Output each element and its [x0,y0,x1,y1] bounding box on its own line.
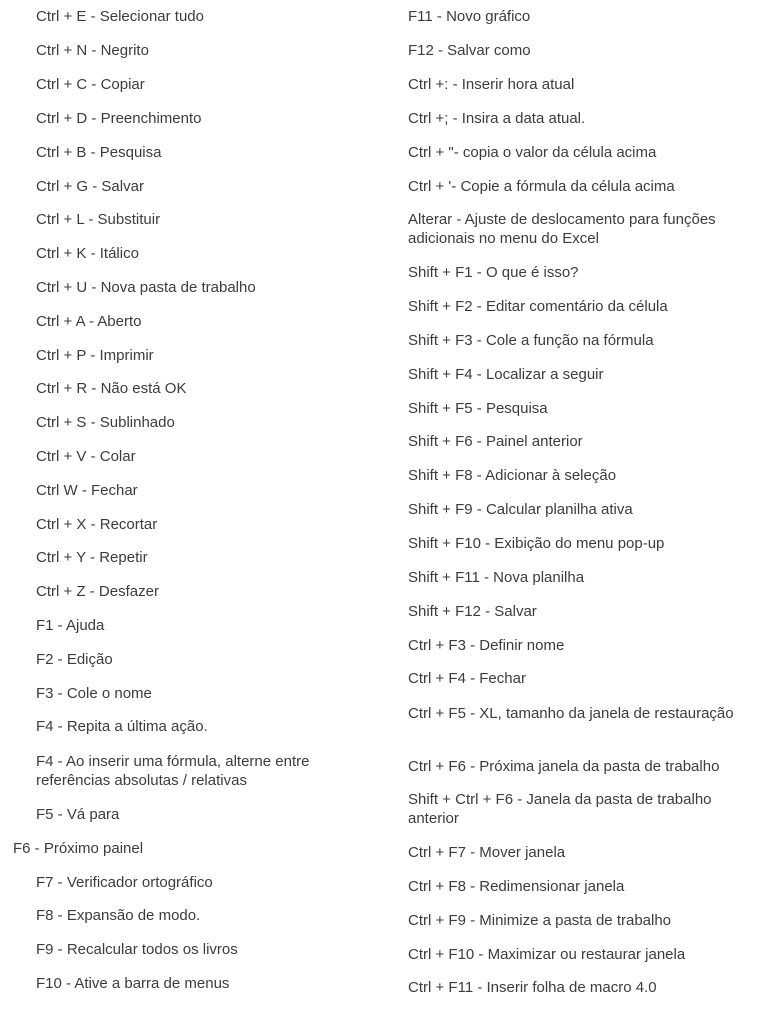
shortcut-item: Shift + F3 - Cole a função na fórmula [408,332,654,349]
shortcut-item: Shift + F1 - O que é isso? [408,264,579,281]
shortcut-item: F10 - Ative a barra de menus [36,975,230,992]
shortcut-item: Ctrl + C - Copiar [36,76,145,93]
shortcut-item: Ctrl + L - Substituir [36,211,161,228]
shortcut-item: Ctrl + K - Itálico [36,245,139,262]
shortcut-item: Ctrl + S - Sublinhado [36,414,175,431]
shortcut-item: Ctrl + B - Pesquisa [36,144,162,161]
shortcut-item: Ctrl + U - Nova pasta de trabalho [36,279,256,296]
shortcut-item: F4 - Ao inserir uma fórmula, alterne entre referências absolutas / relativas [36,753,310,789]
shortcut-item: Shift + F12 - Salvar [408,603,537,620]
shortcut-item: F11 - Novo gráfico [408,8,531,25]
shortcut-item: F8 - Expansão de modo. [36,907,201,924]
shortcut-item: Alterar - Ajuste de deslocamento para funções adicionais no menu do Excel [408,211,716,247]
shortcut-item: Shift + F2 - Editar comentário da célula [408,298,668,315]
shortcut-item: Ctrl + F8 - Redimensionar janela [408,878,625,895]
shortcut-item: F5 - Vá para [36,806,120,823]
shortcut-item: Ctrl + Y - Repetir [36,549,148,566]
shortcut-item: Shift + F5 - Pesquisa [408,400,548,417]
shortcut-item: Shift + F10 - Exibição do menu pop-up [408,535,665,552]
shortcut-item: F7 - Verificador ortográfico [36,874,213,891]
shortcut-item: Shift + F4 - Localizar a seguir [408,366,604,383]
shortcut-item: Ctrl + Z - Desfazer [36,583,159,600]
shortcut-item: Ctrl + X - Recortar [36,516,158,533]
shortcut-item: F6 - Próximo painel [13,840,144,857]
shortcut-item: Ctrl + A - Aberto [36,313,142,330]
shortcut-item: Ctrl + F4 - Fechar [408,670,526,687]
shortcut-item: Ctrl + "- copia o valor da célula acima [408,144,657,161]
shortcut-item: Ctrl +: - Inserir hora atual [408,76,575,93]
shortcut-item: Shift + F11 - Nova planilha [408,569,585,586]
shortcut-item: F4 - Repita a última ação. [36,718,208,735]
shortcut-item: Ctrl + R - Não está OK [36,380,187,397]
shortcut-item: Shift + Ctrl + F6 - Janela da pasta de trabalho anterior [408,791,712,827]
shortcut-item: Ctrl + F3 - Definir nome [408,637,565,654]
shortcut-item: Ctrl + G - Salvar [36,178,144,195]
shortcut-item: F1 - Ajuda [36,617,105,634]
shortcut-item: Ctrl + F11 - Inserir folha de macro 4.0 [408,979,657,996]
shortcut-item: Ctrl + V - Colar [36,448,136,465]
shortcut-item: Ctrl + '- Copie a fórmula da célula acima [408,178,675,195]
shortcut-item: Ctrl + P - Imprimir [36,347,154,364]
shortcut-item: Ctrl + E - Selecionar tudo [36,8,204,25]
shortcut-item: Ctrl + F6 - Próxima janela da pasta de trabalho [408,758,720,775]
shortcut-item: F12 - Salvar como [408,42,531,59]
shortcut-item: Shift + F6 - Painel anterior [408,433,583,450]
shortcut-item: Ctrl +; - Insira a data atual. [408,110,586,127]
shortcut-item: Ctrl W - Fechar [36,482,138,499]
shortcut-item: F2 - Edição [36,651,113,668]
shortcut-item: F3 - Cole o nome [36,685,152,702]
shortcut-item: Ctrl + F5 - XL, tamanho da janela de restauração [408,705,734,722]
shortcut-item: Ctrl + F10 - Maximizar ou restaurar janela [408,946,686,963]
shortcut-item: Ctrl + D - Preenchimento [36,110,202,127]
shortcut-item: Ctrl + N - Negrito [36,42,149,59]
shortcut-item: Ctrl + F9 - Minimize a pasta de trabalho [408,912,672,929]
shortcut-item: Shift + F8 - Adicionar à seleção [408,467,617,484]
shortcut-item: Ctrl + F7 - Mover janela [408,844,566,861]
shortcut-item: F9 - Recalcular todos os livros [36,941,238,958]
shortcut-item: Shift + F9 - Calcular planilha ativa [408,501,633,518]
